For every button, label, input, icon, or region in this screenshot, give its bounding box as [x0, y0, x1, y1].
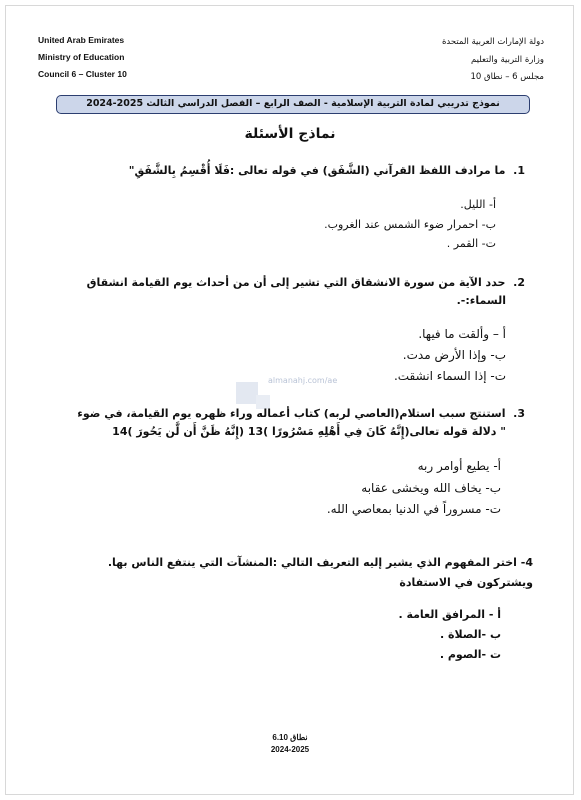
question-2 — [45, 274, 525, 291]
question-4: 4- اختر المفهوم الذي يشير إليه التعريف التالي :المنشآت التي ينتفع الناس بها. — [107, 556, 533, 569]
question-2-line2: السماء:-. — [456, 294, 506, 307]
header-ar-country: دولة الإمارات العربية المتحدة — [441, 37, 544, 47]
q4-option-a: أ - المرافق العامة . — [398, 608, 501, 621]
header-ar-ministry: وزارة التربية والتعليم — [471, 55, 544, 65]
header-ar-council: مجلس 6 – نطاق 10 — [470, 72, 544, 82]
question-2-text: حدد الآية من سورة الانشقاق التي تشير إلى أن من أحداث يوم القيامة انشقاق — [86, 276, 506, 289]
q3-option-a: أ- يطيع أوامر ربه — [417, 459, 501, 473]
q4-option-b: ب -الصلاة . — [439, 628, 501, 641]
q1-option-b: ب- احمرار ضوء الشمس عند الغروب. — [324, 218, 496, 231]
exam-banner: نموذج تدريبي لمادة التربية الإسلامية - الصف الرابع – الفصل الدراسي الثالث 2025-2024 — [56, 95, 530, 114]
q2-option-c: ت- إذا السماء انشقت. — [393, 369, 506, 383]
page-title: نماذج الأسئلة — [244, 126, 336, 142]
q2-option-a: أ – وألقت ما فيها. — [418, 327, 506, 341]
question-3-text: استنتج سبب استلام(العاصي لربه) كتاب أعماله وراء ظهره يوم القيامة، في ضوء — [77, 407, 506, 420]
question-1-number: 1. — [513, 164, 525, 177]
question-1 — [45, 162, 525, 179]
header-en-ministry: Ministry of Education — [38, 52, 125, 62]
question-3-number: 3. — [513, 407, 525, 420]
header-en-country: United Arab Emirates — [38, 35, 125, 45]
footer-cluster: نطاق 6.10 — [272, 733, 308, 742]
question-3-line2: " دلالة قوله تعالى(إِنَّهُ كَانَ فِي أَهْلِهِ مَسْرُورًا )13 (إِنَّهُ ظَنَّ أَن لَّن يَحُورَ )14 — [112, 425, 506, 438]
q4-option-c: ت -الصوم . — [439, 648, 501, 661]
q1-option-c: ت- القمر . — [446, 237, 496, 250]
watermark-text: almanahj.com/ae — [268, 376, 338, 385]
q1-option-a: أ- الليل. — [460, 198, 496, 211]
question-4-line2: ويشتركون في الاستفادة — [399, 576, 533, 589]
question-3 — [30, 405, 525, 422]
question-2-number: 2. — [513, 276, 525, 289]
watermark-logo — [236, 382, 258, 404]
question-1-text: ما مرادف اللفظ القرآني (الشَّفَق) في قوله تعالى :فَلَا أُقْسِمُ بِالشَّفَقِ" — [128, 164, 506, 177]
q2-option-b: ب- وإذا الأرض مدت. — [402, 348, 506, 362]
header-en-council: Council 6 – Cluster 10 — [38, 69, 127, 79]
footer-year: 2024-2025 — [270, 745, 310, 754]
q3-option-b: ب- يخاف الله ويخشى عقابه — [361, 481, 501, 495]
q3-option-c: ت- مسروراً في الدنيا بمعاصي الله. — [326, 502, 501, 516]
